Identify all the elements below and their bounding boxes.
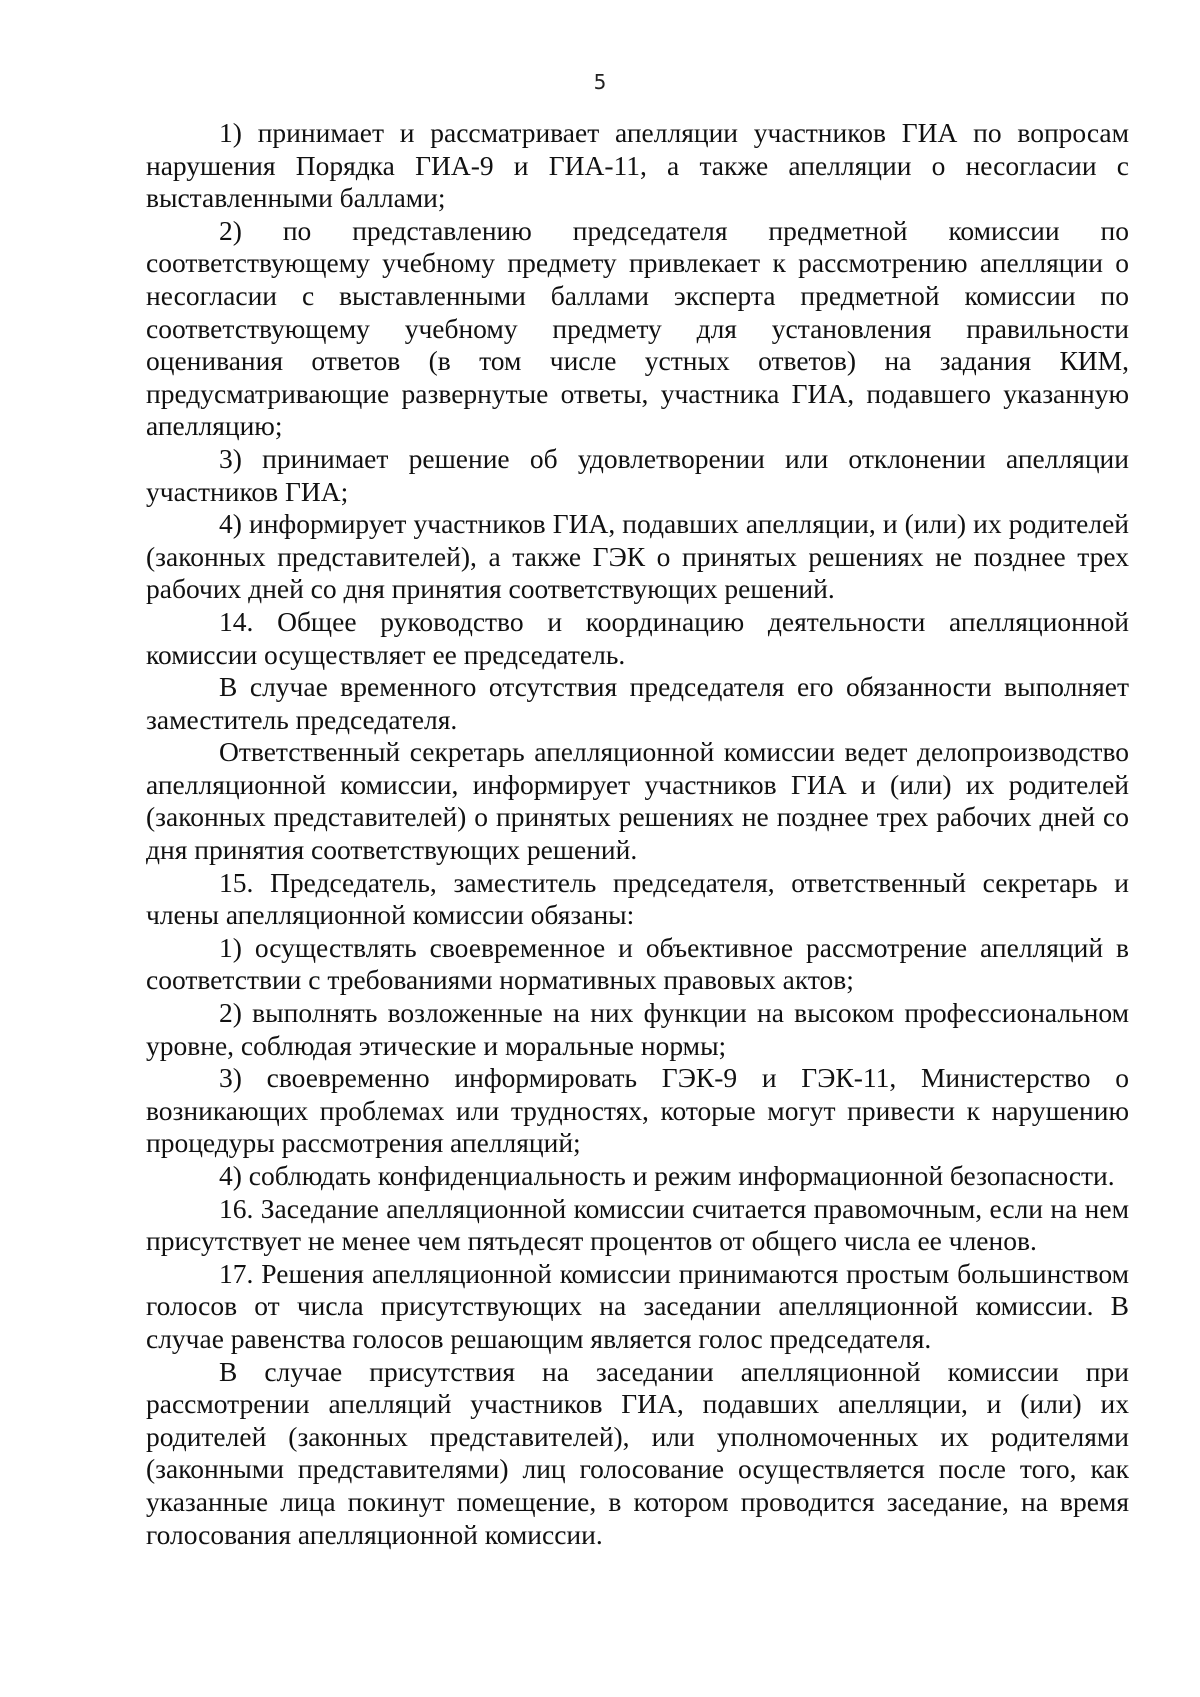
paragraph: 3) принимает решение об удовлетворении или отклонении апелляции участников ГИА; (146, 442, 1129, 507)
paragraph: 16. Заседание апелляционной комиссии считается правомочным, если на нем присутствует не менее чем пятьдесят процентов от общего числа ее членов. (146, 1192, 1129, 1257)
paragraph: 4) информирует участников ГИА, подавших апелляции, и (или) их родителей (законных представителей), а также ГЭК о принятых решениях не позднее трех рабочих дней со дня принятия соответствующих решений. (146, 508, 1129, 605)
paragraph: Ответственный секретарь апелляционной комиссии ведет делопроизводство апелляционной комиссии, информирует участников ГИА и (или) их родителей (законных представителей) о принятых решениях не позднее трех рабочих дней со дня принятия соответствующих решений. (146, 736, 1129, 866)
paragraph: 1) принимает и рассматривает апелляции участников ГИА по вопросам нарушения Порядка ГИА-9 и ГИА-11, а также апелляции о несогласии с выставленными баллами; (146, 117, 1129, 214)
document-body (146, 117, 1129, 1551)
paragraph: 4) соблюдать конфиденциальность и режим информационной безопасности. (219, 1160, 1115, 1191)
page-number: 5 (593, 70, 607, 94)
paragraph: 14. Общее руководство и координацию деятельности апелляционной комиссии осуществляет ее председатель. (146, 605, 1129, 670)
paragraph: 17. Решения апелляционной комиссии принимаются простым большинством голосов от числа присутствующих на заседании апелляционной комиссии. В случае равенства голосов решающим является голос председателя. (146, 1257, 1129, 1354)
paragraph: В случае присутствия на заседании апелляционной комиссии при рассмотрении апелляций участников ГИА, подавших апелляции, и (или) их родителей (законных представителей), или уполномоченных их родителями (законными представителями) лиц голосование осуществляется после того, как указанные лица покинут помещение, в котором проводится заседание, на время голосования апелляционной комиссии. (146, 1355, 1129, 1550)
paragraph: 3) своевременно информировать ГЭК-9 и ГЭК-11, Министерство о возникающих проблемах или трудностях, которые могут привести к нарушению процедуры рассмотрения апелляций; (146, 1062, 1129, 1159)
paragraph: 2) по представлению председателя предметной комиссии по соответствующему учебному предмету привлекает к рассмотрению апелляции о несогласии с выставленными баллами эксперта предметной комиссии по соответствующему учебному предмету для установления правильности оценивания ответов (в том числе устных ответов) на задания КИМ, предусматривающие развернутые ответы, участника ГИА, подавшего указанную апелляцию; (146, 214, 1129, 442)
paragraph: 15. Председатель, заместитель председателя, ответственный секретарь и члены апелляционной комиссии обязаны: (146, 866, 1129, 931)
paragraph: 2) выполнять возложенные на них функции на высоком профессиональном уровне, соблюдая этические и моральные нормы; (146, 997, 1129, 1061)
paragraph: В случае временного отсутствия председателя его обязанности выполняет заместитель председателя. (146, 671, 1129, 735)
paragraph: 1) осуществлять своевременное и объективное рассмотрение апелляций в соответствии с требованиями нормативных правовых актов; (146, 931, 1129, 996)
